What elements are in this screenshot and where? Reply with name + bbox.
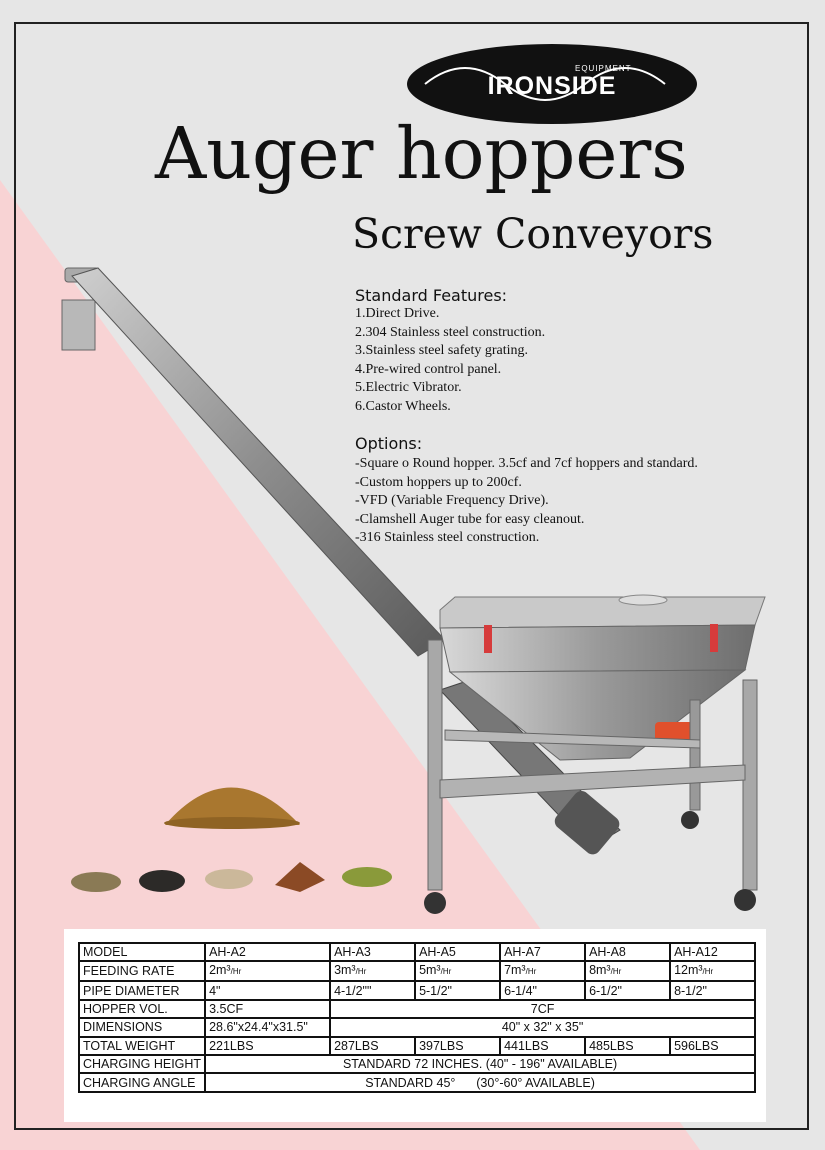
spec-table-panel	[64, 929, 766, 1122]
table-cell: 4-1/2""	[330, 981, 415, 999]
standard-features-heading: Standard Features:	[355, 286, 508, 305]
table-row	[79, 1055, 755, 1073]
row-label: CHARGING HEIGHT	[79, 1055, 205, 1073]
spec-table	[78, 942, 756, 1093]
table-row	[79, 1000, 755, 1018]
table-cell: 7m³/Hr	[500, 961, 585, 981]
table-cell: AH-A3	[330, 943, 415, 961]
list-item: 5.Electric Vibrator.	[355, 380, 462, 396]
list-item: 2.304 Stainless steel construction.	[355, 324, 546, 340]
table-cell: STANDARD 45° (30°-60° AVAILABLE)	[205, 1073, 755, 1091]
table-cell: AH-A12	[670, 943, 755, 961]
table-cell: 8-1/2"	[670, 981, 755, 999]
table-cell: 6-1/4"	[500, 981, 585, 999]
options-heading: Options:	[355, 434, 423, 453]
table-cell: 5m³/Hr	[415, 961, 500, 981]
table-cell: 8m³/Hr	[585, 961, 670, 981]
list-item: 3.Stainless steel safety grating.	[355, 343, 529, 359]
table-cell: 485LBS	[585, 1037, 670, 1055]
row-label: PIPE DIAMETER	[79, 981, 205, 999]
table-row	[79, 981, 755, 999]
table-row	[79, 943, 755, 961]
page-subtitle: Screw Conveyors	[352, 210, 714, 258]
table-cell: AH-A2	[205, 943, 330, 961]
page-title: Auger hoppers	[155, 112, 688, 195]
table-cell: 5-1/2"	[415, 981, 500, 999]
table-cell: 287LBS	[330, 1037, 415, 1055]
table-cell: 3.5CF	[205, 1000, 330, 1018]
list-item: -VFD (Variable Frequency Drive).	[355, 493, 549, 509]
table-row	[79, 1073, 755, 1091]
table-cell: 40" x 32" x 35"	[330, 1018, 755, 1036]
options-list	[355, 455, 698, 548]
list-item: -Custom hoppers up to 200cf.	[355, 474, 522, 490]
table-row	[79, 1018, 755, 1036]
table-cell: 28.6"x24.4"x31.5"	[205, 1018, 330, 1036]
table-cell: 221LBS	[205, 1037, 330, 1055]
row-label: HOPPER VOL.	[79, 1000, 205, 1018]
list-item: -Clamshell Auger tube for easy cleanout.	[355, 511, 585, 527]
list-item: -Square o Round hopper. 3.5cf and 7cf hoppers and standard.	[355, 456, 698, 471]
table-cell: 3m³/Hr	[330, 961, 415, 981]
table-row	[79, 961, 755, 981]
table-cell: AH-A5	[415, 943, 500, 961]
logo-brand: IRONSIDE	[487, 72, 617, 100]
table-cell: 441LBS	[500, 1037, 585, 1055]
row-label: MODEL	[79, 943, 205, 961]
table-cell: 7CF	[330, 1000, 755, 1018]
list-item: 6.Castor Wheels.	[355, 398, 451, 414]
row-label: TOTAL WEIGHT	[79, 1037, 205, 1055]
table-cell: AH-A8	[585, 943, 670, 961]
table-cell: 2m³/Hr	[205, 961, 330, 981]
table-cell: 6-1/2"	[585, 981, 670, 999]
row-label: CHARGING ANGLE	[79, 1073, 205, 1091]
table-cell: 4"	[205, 981, 330, 999]
table-cell: 397LBS	[415, 1037, 500, 1055]
standard-features-list	[355, 305, 545, 417]
table-cell: AH-A7	[500, 943, 585, 961]
table-cell: 596LBS	[670, 1037, 755, 1055]
list-item: 4.Pre-wired control panel.	[355, 361, 502, 377]
row-label: FEEDING RATE	[79, 961, 205, 981]
row-label: DIMENSIONS	[79, 1018, 205, 1036]
list-item: 1.Direct Drive.	[355, 306, 440, 321]
table-cell: 12m³/Hr	[670, 961, 755, 981]
table-row	[79, 1037, 755, 1055]
table-cell: STANDARD 72 INCHES. (40" - 196" AVAILABLE)	[205, 1055, 755, 1073]
logo-subtext: EQUIPMENT	[575, 64, 632, 73]
list-item: -316 Stainless steel construction.	[355, 530, 540, 546]
